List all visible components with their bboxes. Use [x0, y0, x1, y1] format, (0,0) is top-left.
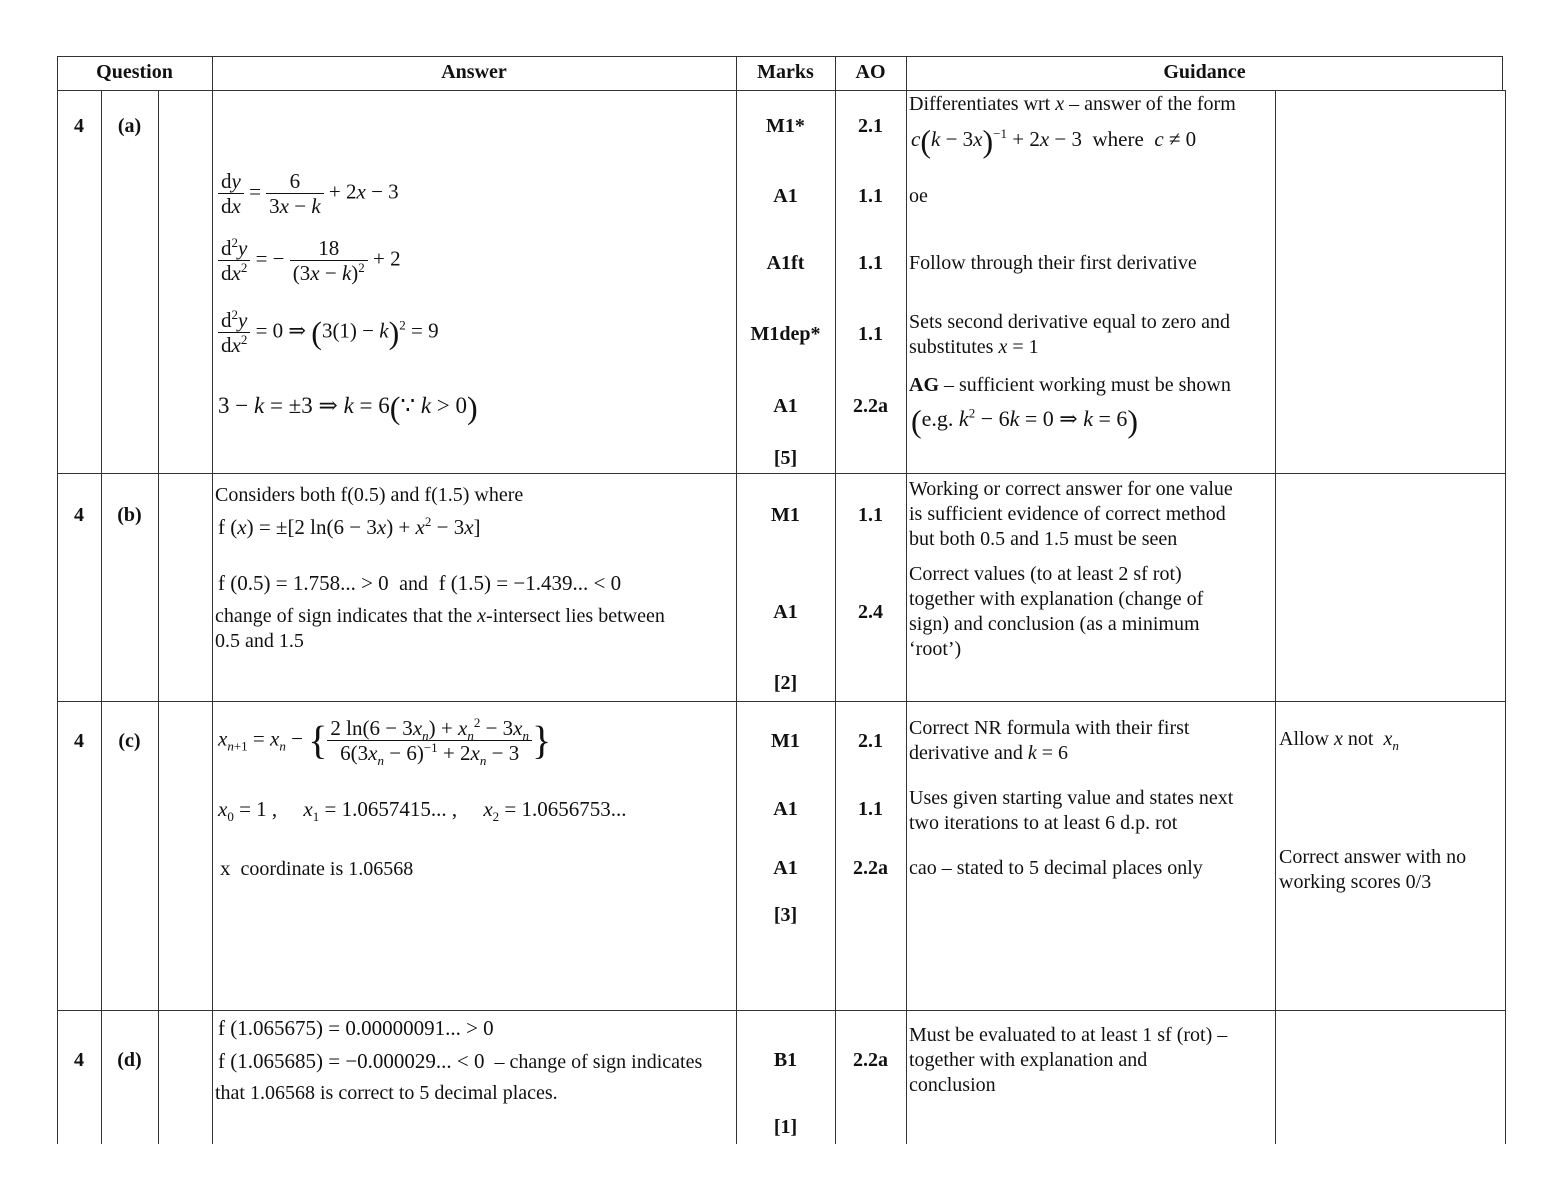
mark: B1 — [773, 1049, 798, 1071]
header-ao: AO — [855, 61, 886, 83]
answer-text: change of sign indicates that the x-intersect lies between — [215, 605, 665, 627]
answer-dy-dx: $\frac{dy}{dx}$ = $\frac{6}{3x - k}$ + 2x − 3 — [218, 169, 399, 218]
question-part: (d) — [117, 1049, 142, 1071]
extra-guidance: working scores 0/3 — [1279, 871, 1432, 893]
guidance-form-math: $c(k - 3x)^{-1} + 2x - 3$ where c ≠ 0 — [911, 123, 1197, 160]
header-answer: Answer — [441, 61, 507, 83]
ao-value: 1.1 — [858, 185, 883, 207]
question-part: (b) — [117, 504, 142, 526]
guidance-text: Working or correct answer for one value — [909, 478, 1233, 500]
mark: M1dep* — [750, 323, 821, 345]
ao-value: 2.2a — [853, 395, 888, 417]
guidance-text: Differentiates wrt x – answer of the form — [909, 93, 1236, 115]
guidance-example-math: (e.g. $k^2 - 6k = 0$ ⇒ k = 6) — [911, 402, 1139, 439]
mark: A1 — [773, 798, 798, 820]
answer-text: x coordinate is 1.06568 — [220, 856, 414, 880]
ao-value: 2.1 — [858, 115, 883, 137]
mark: A1 — [773, 857, 798, 879]
mark: A1ft — [766, 252, 805, 274]
answer-text: f (1.065685) = −0.000029... < 0 – change of sign indicates — [218, 1049, 703, 1073]
answer-iterations: $x_0 = 1$ , $x_1 = 1.0657415$... , $x_2 = 1.0656753$... — [218, 797, 627, 825]
extra-guidance: Correct answer with no — [1279, 846, 1467, 868]
mark: M1 — [771, 730, 800, 752]
mark-total: [5] — [773, 447, 798, 469]
guidance-text: substitutes x = 1 — [909, 336, 1039, 358]
guidance-text: Must be evaluated to at least 1 sf (rot) – — [909, 1024, 1228, 1046]
guidance-text: but both 0.5 and 1.5 must be seen — [909, 528, 1178, 550]
question-number: 4 — [74, 504, 84, 526]
answer-function-math: f (x) = ±[2 $\ln(6 - 3x) + x^2 - 3x$] — [218, 514, 481, 539]
answer-solve-k: 3 − k = ±3 ⇒ k = 6(∵ k > 0) — [218, 389, 478, 426]
guidance-text: AG – sufficient working must be shown — [909, 374, 1231, 396]
guidance-text: Follow through their first derivative — [909, 252, 1197, 274]
answer-text: that 1.06568 is correct to 5 decimal places. — [215, 1082, 558, 1104]
mark-total: [1] — [773, 1116, 798, 1138]
mark-total: [3] — [773, 904, 798, 926]
guidance-text: Sets second derivative equal to zero and — [909, 311, 1230, 333]
mark: A1 — [773, 185, 798, 207]
guidance-text: is sufficient evidence of correct method — [909, 503, 1226, 525]
answer-text: 0.5 and 1.5 — [215, 630, 304, 652]
answer-second-derivative: $\frac{d^2y}{dx^2}$ = − $\frac{18}{(3x - k)^2}$ + 2 — [218, 236, 401, 285]
question-part: (c) — [118, 730, 141, 752]
guidance-text: derivative and k = 6 — [909, 742, 1069, 764]
guidance-text: sign) and conclusion (as a minimum — [909, 613, 1200, 635]
guidance-text: cao – stated to 5 decimal places only — [909, 857, 1203, 879]
guidance-text: conclusion — [909, 1074, 996, 1096]
guidance-text: oe — [909, 185, 928, 207]
ao-value: 1.1 — [858, 504, 883, 526]
guidance-text: together with explanation (change of — [909, 588, 1204, 610]
ao-value: 2.2a — [853, 1049, 888, 1071]
answer-text: Considers both f(0.5) and f(1.5) where — [215, 484, 524, 506]
answer-nr-formula: $x_{n+1} = x_n$ − { $\frac{2 \ln(6 - 3x_n) + x_n^2 - 3x_n}{6(3x_n - 6)^{-1} + 2x_n - 3}$ } — [218, 715, 552, 769]
ao-value: 2.4 — [858, 601, 883, 623]
header-guidance: Guidance — [1163, 61, 1246, 83]
ao-value: 1.1 — [858, 323, 883, 345]
question-number: 4 — [74, 730, 84, 752]
question-part: (a) — [117, 115, 142, 137]
guidance-text: two iterations to at least 6 d.p. rot — [909, 812, 1178, 834]
answer-values-math: f (0.5) = 1.758... > 0 and f (1.5) = −1.439... < 0 — [218, 571, 622, 595]
ao-value: 2.1 — [858, 730, 883, 752]
extra-guidance: Allow x not $x_n$ — [1279, 728, 1399, 753]
guidance-text: together with explanation and — [909, 1049, 1148, 1071]
mark: A1 — [773, 395, 798, 417]
mark: M1* — [766, 115, 805, 137]
guidance-text: Uses given starting value and states next — [909, 787, 1234, 809]
mark: M1 — [771, 504, 800, 526]
guidance-text: ‘root’) — [909, 638, 962, 660]
guidance-text: Correct NR formula with their first — [909, 717, 1190, 739]
mark: A1 — [773, 601, 798, 623]
ao-value: 1.1 — [858, 252, 883, 274]
answer-math: f (1.065675) = 0.00000091... > 0 — [218, 1016, 494, 1040]
header-question: Question — [96, 61, 173, 83]
mark-total: [2] — [773, 672, 798, 694]
question-number: 4 — [74, 1049, 84, 1071]
question-number: 4 — [74, 115, 84, 137]
guidance-text: Correct values (to at least 2 sf rot) — [909, 563, 1182, 585]
ao-value: 2.2a — [853, 857, 888, 879]
header-marks: Marks — [757, 61, 814, 83]
answer-set-zero: $\frac{d^2y}{dx^2}$ = 0 ⇒ $(3(1) - k)^2 = 9$ — [218, 308, 439, 357]
ao-value: 1.1 — [858, 798, 883, 820]
